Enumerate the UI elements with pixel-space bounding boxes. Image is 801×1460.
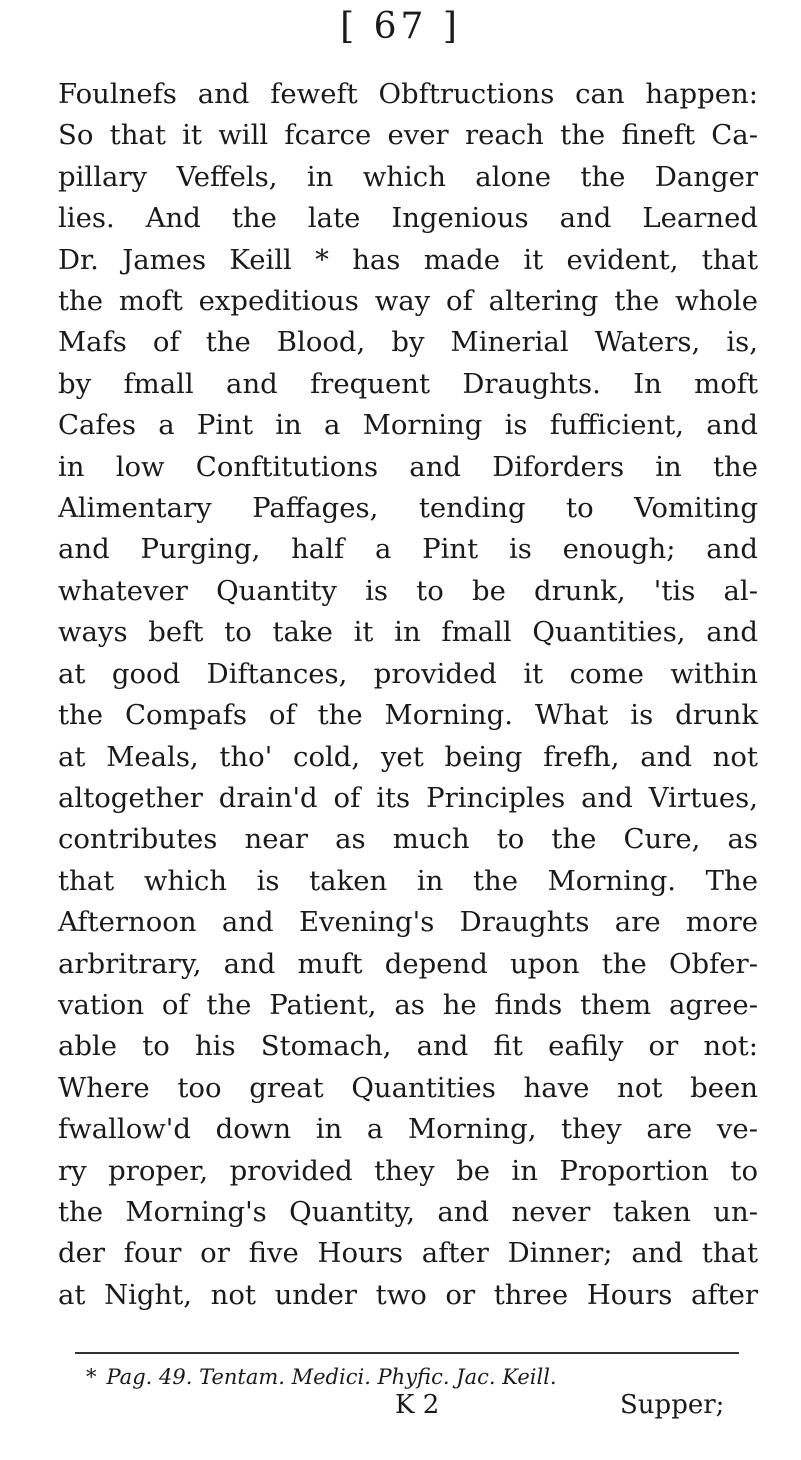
text-line: the moft expeditious way of altering the whole — [58, 285, 758, 318]
footnote-text: Pag. 49. Tentam. Medici. Phyfic. Jac. Keill. — [106, 1365, 557, 1389]
text-line: and Purging, half a Pint is enough; and — [58, 533, 758, 566]
text-line: at Night, not under two or three Hours after — [58, 1278, 758, 1311]
text-line: at Meals, tho' cold, yet being frefh, and not — [58, 740, 758, 773]
body-text — [58, 74, 758, 1316]
text-line: Cafes a Pint in a Morning is fufficient, and — [58, 409, 758, 442]
page-number-header: [ 67 ] — [340, 6, 461, 47]
text-line: whatever Quantity is to be drunk, 'tis al- — [58, 574, 758, 607]
text-line: the Morning's Quantity, and never taken un- — [58, 1195, 758, 1228]
text-line: der four or five Hours after Dinner; and that — [58, 1237, 758, 1270]
text-line: altogether drain'd of its Principles and Virtues, — [58, 781, 758, 814]
text-line: at good Diftances, provided it come within — [58, 657, 758, 690]
text-line: by fmall and frequent Draughts. In moft — [58, 367, 758, 400]
text-line: contributes near as much to the Cure, as — [58, 823, 758, 856]
text-line: arbritrary, and muft depend upon the Obfer- — [58, 947, 758, 980]
text-line: in low Conftitutions and Diforders in the — [58, 450, 758, 483]
text-line: Mafs of the Blood, by Minerial Waters, is, — [58, 326, 758, 359]
text-line: pillary Veffels, in which alone the Danger — [58, 160, 758, 193]
text-line: ry proper, provided they be in Proportion to — [58, 1154, 758, 1187]
text-line: ways beft to take it in fmall Quantities, and — [58, 616, 758, 649]
text-line: the Compafs of the Morning. What is drunk — [58, 699, 758, 732]
text-line: Alimentary Paffages, tending to Vomiting — [58, 492, 758, 525]
text-line: Where too great Quantities have not been — [58, 1071, 758, 1104]
text-line: Dr. James Keill * has made it evident, that — [58, 243, 758, 276]
signature-mark: K 2 — [395, 1390, 440, 1420]
text-line: that which is taken in the Morning. The — [58, 864, 758, 897]
text-line: Foulnefs and feweft Obftructions can happen: — [58, 78, 758, 110]
footnote-mark: * — [86, 1365, 97, 1389]
text-line: fwallow'd down in a Morning, they are ve- — [58, 1113, 758, 1146]
text-line: So that it will fcarce ever reach the fineft Ca- — [58, 119, 758, 152]
text-line: Afternoon and Evening's Draughts are more — [58, 906, 758, 939]
text-line: lies. And the late Ingenious and Learned — [58, 202, 758, 235]
footnote — [86, 1362, 557, 1392]
catchword: Supper; — [620, 1390, 725, 1420]
text-line: vation of the Patient, as he finds them agree- — [58, 988, 758, 1021]
text-line: able to his Stomach, and fit eafily or not: — [58, 1030, 758, 1063]
footnote-rule — [75, 1352, 739, 1354]
